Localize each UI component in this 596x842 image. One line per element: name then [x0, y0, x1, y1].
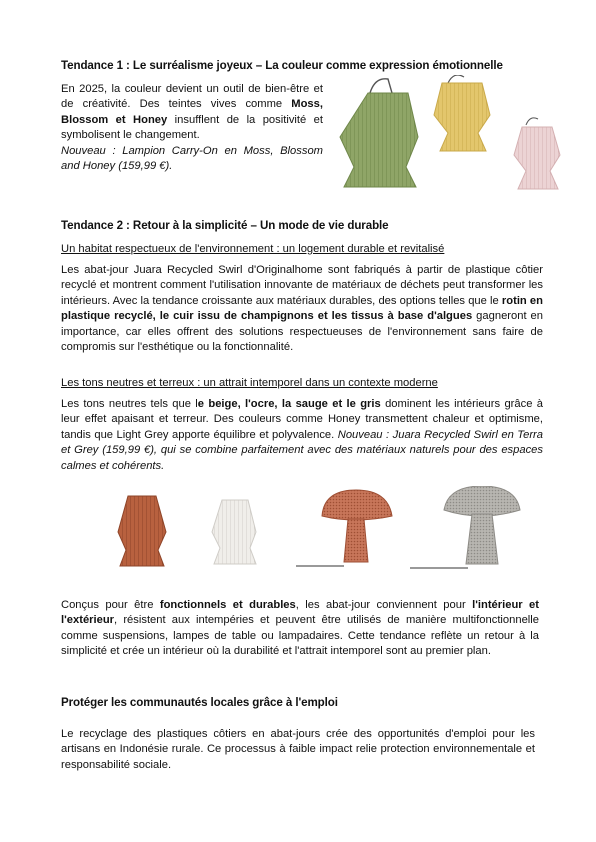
section3-paragraph: Le recyclage des plastiques côtiers en abat-jours crée des opportunités d'emploi pour les artisans en Indonésie rurale. Ce processus à faible impact relie protection environnementale et responsabilité sociale.	[61, 728, 535, 771]
par1-text-1: Les abat-jour Juara Recycled Swirl d'Originalhome sont fabriqués à partir de plastique côtier recyclé et montrent comment l'utilisation innovante de matériaux de déchets peut transformer les intérieurs. Avec la tendance croissante aux matériaux durables, des options telles que le	[61, 264, 543, 307]
par3-bold-functional: fonctionnels et durables	[159, 599, 296, 611]
par2-text-2: dominent les intérieurs grâce à leur effet apaisant et terreur. Des couleurs comme Honey transmettent chaleur et optimisme, tandis que Light Grey apporte équilibre et polyvalence.	[61, 398, 543, 441]
trend1-text-1: En 2025, la couleur devient un outil de bien-être et de créativité. Des teintes vives comme	[61, 83, 323, 111]
lamps-neutral-image	[110, 486, 530, 578]
par1-text-2: gagneront en importance, car elles offrent des solutions respectueuses de l'environnement sans faire de compromis sur l'esthétique ou la fonctionnalité.	[61, 310, 543, 354]
trend2-title: Tendance 2 : Retour à la simplicité – Un mode de vie durable	[61, 219, 389, 232]
par2-text-1: Les tons neutres tels que l	[61, 398, 198, 410]
par2-bold-tones: e beige, l'ocre, la sauge et le gris	[197, 398, 381, 410]
trend2-paragraph-3	[61, 598, 539, 660]
section3-title: Protéger les communautés locales grâce à l'emploi	[61, 696, 338, 709]
trend1-text-2: insufflent de la positivité et symbolisent le changement.	[61, 113, 323, 142]
trend1-new-product: Nouveau : Lampion Carry-On en Moss, Blossom and Honey (159,99 €).	[61, 144, 323, 173]
trend2-subheading-2: Les tons neutres et terreux : un attrait intemporel dans un contexte moderne	[61, 377, 438, 389]
trend1-paragraph	[61, 82, 323, 174]
par3-text-3: , résistent aux intempéries et peuvent être utilisés de manière multifonctionnelle comme suspensions, lampes de table ou lampadaires. Cette tendance reflète un retour à la simplicité et crée un intérieur où la durabilité et l'attrait intemporel sont au premier plan.	[61, 614, 539, 658]
par1-bold-materials: rotin en plastique recyclé, le cuir issu de champignons et les tissus à base d'algues	[61, 294, 543, 323]
trend2-paragraph-2	[61, 397, 543, 474]
trend2-subheading-1: Un habitat respectueux de l'environnement : un logement durable et revitalisé	[61, 243, 445, 255]
trend2-paragraph-1	[61, 263, 543, 355]
par3-bold-indoor-outdoor: l'intérieur et l'extérieur	[61, 599, 539, 627]
lanterns-colored-image	[330, 75, 570, 205]
par2-new-product: Nouveau : Juara Recycled Swirl en Terra et Grey (159,99 €), qui se combine parfaitement avec des matériaux naturels pour des espaces calmes et cohérents.	[61, 428, 543, 472]
par3-text-2: , les abat-jour conviennent pour	[295, 599, 473, 611]
trend1-bold-colors: Moss, Blossom et Honey	[61, 98, 323, 126]
trend1-title: Tendance 1 : Le surréalisme joyeux – La couleur comme expression émotionnelle	[61, 59, 503, 72]
par3-text-1: Conçus pour être	[61, 599, 160, 611]
